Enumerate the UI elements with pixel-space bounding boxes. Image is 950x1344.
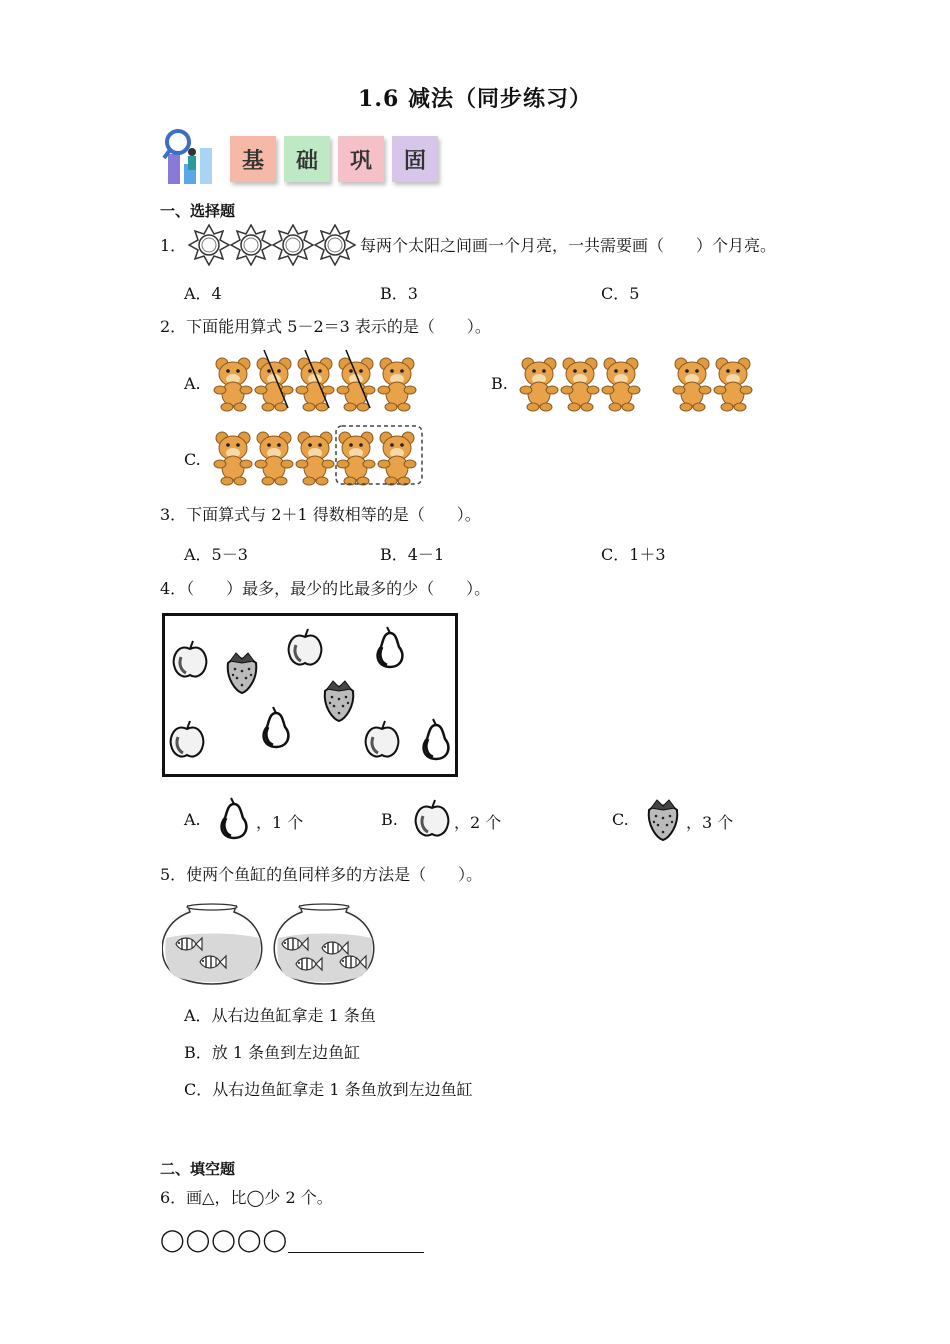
bear-icon <box>602 358 640 411</box>
q2-label-c[interactable]: C. <box>184 450 201 469</box>
q4-count-a: ，1 个 <box>256 813 304 832</box>
q6-circles: ◯◯◯◯◯ <box>160 1228 289 1253</box>
section-fill-heading: 二、填空题 <box>160 1160 236 1178</box>
bear-icon <box>714 358 752 411</box>
banner-tile-4: 固 <box>392 136 438 182</box>
q5-option-a[interactable]: A．从右边鱼缸拿走 1 条鱼 <box>184 1006 376 1025</box>
q2-text: 2．下面能用算式 5－2＝3 表示的是（ ）。 <box>160 317 491 336</box>
bear-icon <box>337 432 375 485</box>
bear-icon <box>673 358 711 411</box>
q2-label-b[interactable]: B. <box>491 374 508 393</box>
pear-icon <box>214 794 254 842</box>
q1-number: 1． <box>160 236 187 255</box>
q1-text: 每两个太阳之间画一个月亮，一共需要画（ ）个月亮。 <box>360 236 777 255</box>
q4-text: 4．（ ）最多，最少的比最多的少（ ）。 <box>160 579 491 598</box>
q5-option-b[interactable]: B．放 1 条鱼到左边鱼缸 <box>184 1043 361 1062</box>
q4-label-b[interactable]: B. <box>381 810 398 829</box>
sun-icon <box>231 225 271 265</box>
fruit-box <box>162 613 458 777</box>
apple-icon <box>412 796 452 840</box>
bear-icon <box>255 432 293 485</box>
q3-text: 3．下面算式与 2＋1 得数相等的是（ ）。 <box>160 505 481 524</box>
q3-option-b[interactable]: B．4－1 <box>380 545 445 564</box>
q1-option-b[interactable]: B．3 <box>380 284 418 303</box>
banner-tile-2: 础 <box>284 136 330 182</box>
bear-icon <box>520 358 558 411</box>
q2-bears-a[interactable] <box>208 346 428 416</box>
strawberry-icon <box>642 792 684 844</box>
q1-option-c[interactable]: C．5 <box>601 284 640 303</box>
bear-icon <box>214 358 252 411</box>
bear-icon <box>378 358 416 411</box>
q6-answer-blank[interactable] <box>288 1234 424 1253</box>
q5-option-c[interactable]: C．从右边鱼缸拿走 1 条鱼放到左边鱼缸 <box>184 1080 473 1099</box>
magnifier-person-icon <box>160 126 222 190</box>
q1-option-a[interactable]: A．4 <box>184 284 222 303</box>
sun-icon <box>273 225 313 265</box>
bear-icon <box>214 432 252 485</box>
bear-icon <box>296 358 334 411</box>
section-choice-heading: 一、选择题 <box>160 202 236 220</box>
bear-icon <box>561 358 599 411</box>
suns-row <box>188 224 358 266</box>
sun-icon <box>189 225 229 265</box>
bear-icon <box>296 432 334 485</box>
q3-option-c[interactable]: C．1＋3 <box>601 545 666 564</box>
q4-count-b: ，2 个 <box>454 813 502 832</box>
q5-text: 5．使两个鱼缸的鱼同样多的方法是（ ）。 <box>160 865 483 884</box>
bear-icon <box>378 432 416 485</box>
fishbowls <box>162 902 378 986</box>
q6-text: 6．画△，比◯少 2 个。 <box>160 1188 333 1207</box>
right-fishbowl <box>274 904 373 984</box>
banner-tile-3: 巩 <box>338 136 384 182</box>
q2-bears-c[interactable] <box>208 420 428 490</box>
q4-count-c: ，3 个 <box>686 813 734 832</box>
q3-option-a[interactable]: A．5－3 <box>184 545 248 564</box>
sun-icon <box>315 225 355 265</box>
q2-label-a[interactable]: A. <box>184 374 201 393</box>
q4-label-c[interactable]: C. <box>612 810 629 829</box>
banner-tile-1: 基 <box>230 136 276 182</box>
q4-label-a[interactable]: A. <box>184 810 201 829</box>
q2-bears-b[interactable] <box>512 346 762 416</box>
page-title: 1.6 减法（同步练习） <box>358 86 592 112</box>
bear-icon <box>337 358 375 411</box>
banner-basic-review <box>230 136 438 182</box>
left-fishbowl <box>162 904 261 984</box>
bear-icon <box>255 358 293 411</box>
